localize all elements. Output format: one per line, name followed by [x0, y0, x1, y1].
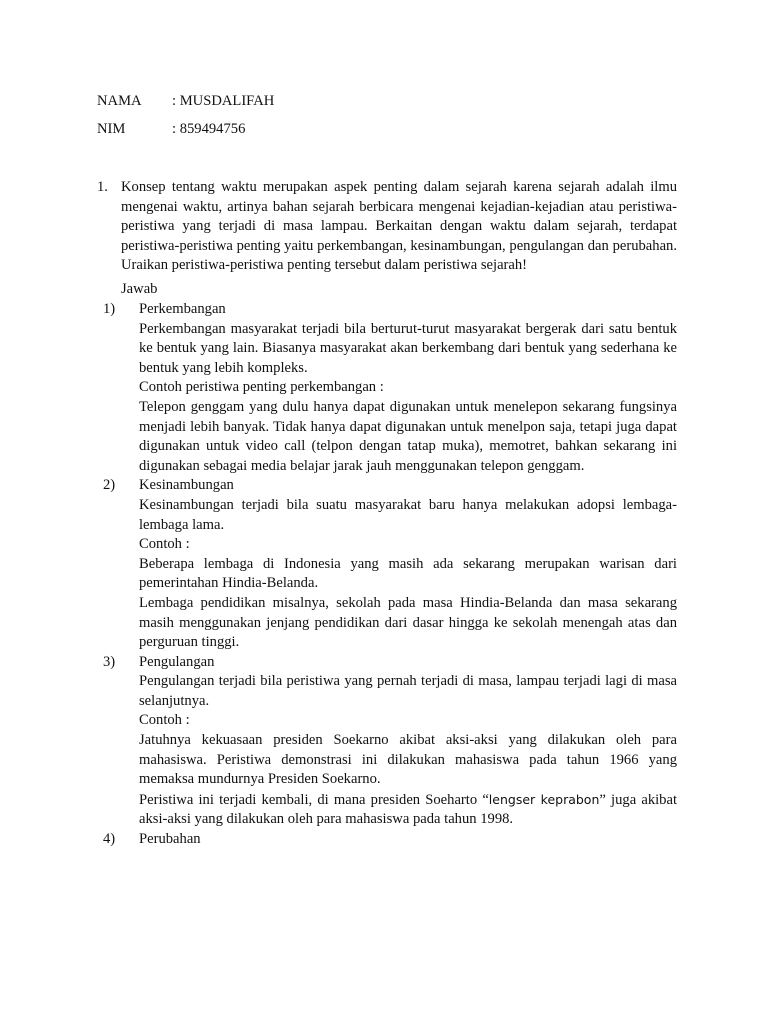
nim-row — [97, 120, 245, 140]
section-number: 4) — [103, 831, 116, 848]
name-label: NAMA — [97, 93, 142, 109]
answer-section-perkembangan — [103, 300, 677, 476]
paragraph-text: Peristiwa ini terjadi kembali, di mana presiden Soeharto “ — [139, 791, 489, 808]
section-title: Perkembangan — [139, 301, 226, 317]
question-text: Konsep tentang waktu merupakan aspek penting dalam sejarah karena sejarah adalah ilmu mengenai waktu, artinya bahan sejarah berbicara mengenai kejadian-kejadian atau peristiwa-peristiwa yang terjadi di masa lampau. Berkaitan dengan waktu dalam sejarah, terdapat peristiwa-peristiwa penting yaitu perkembangan, kesinambungan, pengulangan dan perubahan. Uraikan peristiwa-peristiwa penting tersebut dalam peristiwa sejarah! — [121, 179, 677, 274]
section-paragraph: Pengulangan terjadi bila peristiwa yang pernah terjadi di masa, lampau terjadi lagi di masa selanjutnya. — [139, 673, 677, 709]
section-number: 2) — [103, 477, 116, 494]
section-title: Pengulangan — [139, 653, 215, 670]
section-paragraph: Contoh : — [139, 536, 190, 553]
section-paragraph — [139, 790, 677, 830]
section-paragraph: Jatuhnya kekuasaan presiden Soekarno akibat aksi-aksi yang dilakukan oleh para mahasiswa. Peristiwa demonstrasi ini dilakukan mahasiswa pada tahun 1966 yang memaksa mundurnya Presiden Soekarno. — [139, 732, 677, 788]
name-value: : MUSDALIFAH — [172, 93, 275, 109]
section-number: 1) — [103, 301, 116, 317]
question — [97, 178, 677, 276]
section-paragraph: Lembaga pendidikan misalnya, sekolah pada masa Hindia-Belanda dan masa sekarang masih menggunakan jenjang pendidikan dari dasar hingga ke sekolah menengah atas dan perguruan tinggi. — [139, 594, 677, 651]
section-title: Kesinambungan — [139, 477, 234, 494]
name-row — [97, 92, 274, 112]
answer-section-kesinambungan — [103, 476, 677, 652]
paragraph-text: ” juga akibat aksi-aksi yang dilakukan oleh para mahasiswa pada tahun 1998. — [139, 791, 677, 828]
section-paragraph: Contoh peristiwa penting perkembangan : — [139, 379, 384, 396]
answer-label: Jawab — [121, 281, 158, 297]
section-paragraph: Kesinambungan terjadi bila suatu masyarakat baru hanya melakukan adopsi lembaga-lembaga lama. — [139, 496, 677, 533]
section-paragraph: Telepon genggam yang dulu hanya dapat digunakan untuk menelepon sekarang fungsinya menjadi lebih banyak. Tidak hanya dapat digunakan untuk menelpon saja, tetapi juga dapat digunakan untuk video call (telpon dengan tatap muka), memotret, bahkan sekarang ini digunakan sebagai media belajar jarak jauh menggunakan telepon genggam. — [139, 398, 677, 474]
nim-label: NIM — [97, 121, 126, 137]
answer-section-pengulangan — [103, 653, 677, 830]
answer-section-perubahan — [103, 830, 677, 850]
term-lengser-keprabon: lengser keprabon — [488, 791, 600, 807]
section-number: 3) — [103, 653, 116, 670]
section-paragraph: Contoh : — [139, 712, 190, 729]
section-paragraph: Beberapa lembaga di Indonesia yang masih ada sekarang merupakan warisan dari pemerintahan Hindia-Belanda. — [139, 555, 677, 592]
section-title: Perubahan — [139, 831, 201, 848]
question-number: 1. — [97, 179, 108, 195]
answer-list — [97, 300, 677, 850]
nim-value: : 859494756 — [172, 121, 246, 137]
section-paragraph: Perkembangan masyarakat terjadi bila berturut-turut masyarakat bergerak dari satu bentuk ke bentuk yang lain. Biasanya masyarakat akan berkembang dari bentuk yang sederhana ke bentuk yang lebih kompleks. — [139, 320, 677, 376]
